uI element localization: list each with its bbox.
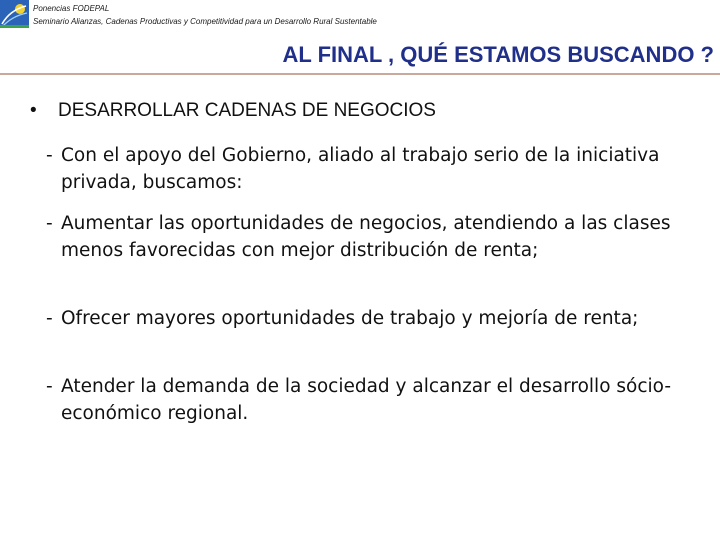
header-seminar-line: Seminario Alianzas, Cadenas Productivas y Competitividad para un Desarrollo Rural Sustentable	[33, 17, 377, 26]
slide-title: AL FINAL , QUÉ ESTAMOS BUSCANDO ?	[282, 42, 714, 67]
bullet-icon: •	[30, 100, 37, 121]
list-item	[46, 373, 706, 427]
fodepal-logo-icon	[0, 0, 29, 28]
dash-marker: -	[46, 308, 53, 329]
main-bullet-text: DESARROLLAR CADENAS DE NEGOCIOS	[58, 100, 436, 121]
list-item	[46, 210, 706, 264]
dash-marker: -	[46, 145, 53, 166]
list-item	[46, 142, 706, 196]
main-bullet	[30, 100, 436, 122]
dash-marker: -	[46, 376, 53, 397]
title-divider	[0, 73, 720, 75]
list-item-text: Atender la demanda de la sociedad y alcanzar el desarrollo sócio-económico regional.	[61, 376, 672, 424]
list-item-text: Ofrecer mayores oportunidades de trabajo y mejoría de renta;	[61, 308, 639, 329]
dash-marker: -	[46, 213, 53, 234]
list-item-text: Aumentar las oportunidades de negocios, atendiendo a las clases menos favorecidas con mejor distribución de renta;	[61, 213, 671, 261]
list-item	[46, 305, 706, 332]
header-event-line: Ponencias FODEPAL	[33, 4, 110, 13]
list-item-text: Con el apoyo del Gobierno, aliado al trabajo serio de la iniciativa privada, buscamos:	[61, 145, 660, 193]
